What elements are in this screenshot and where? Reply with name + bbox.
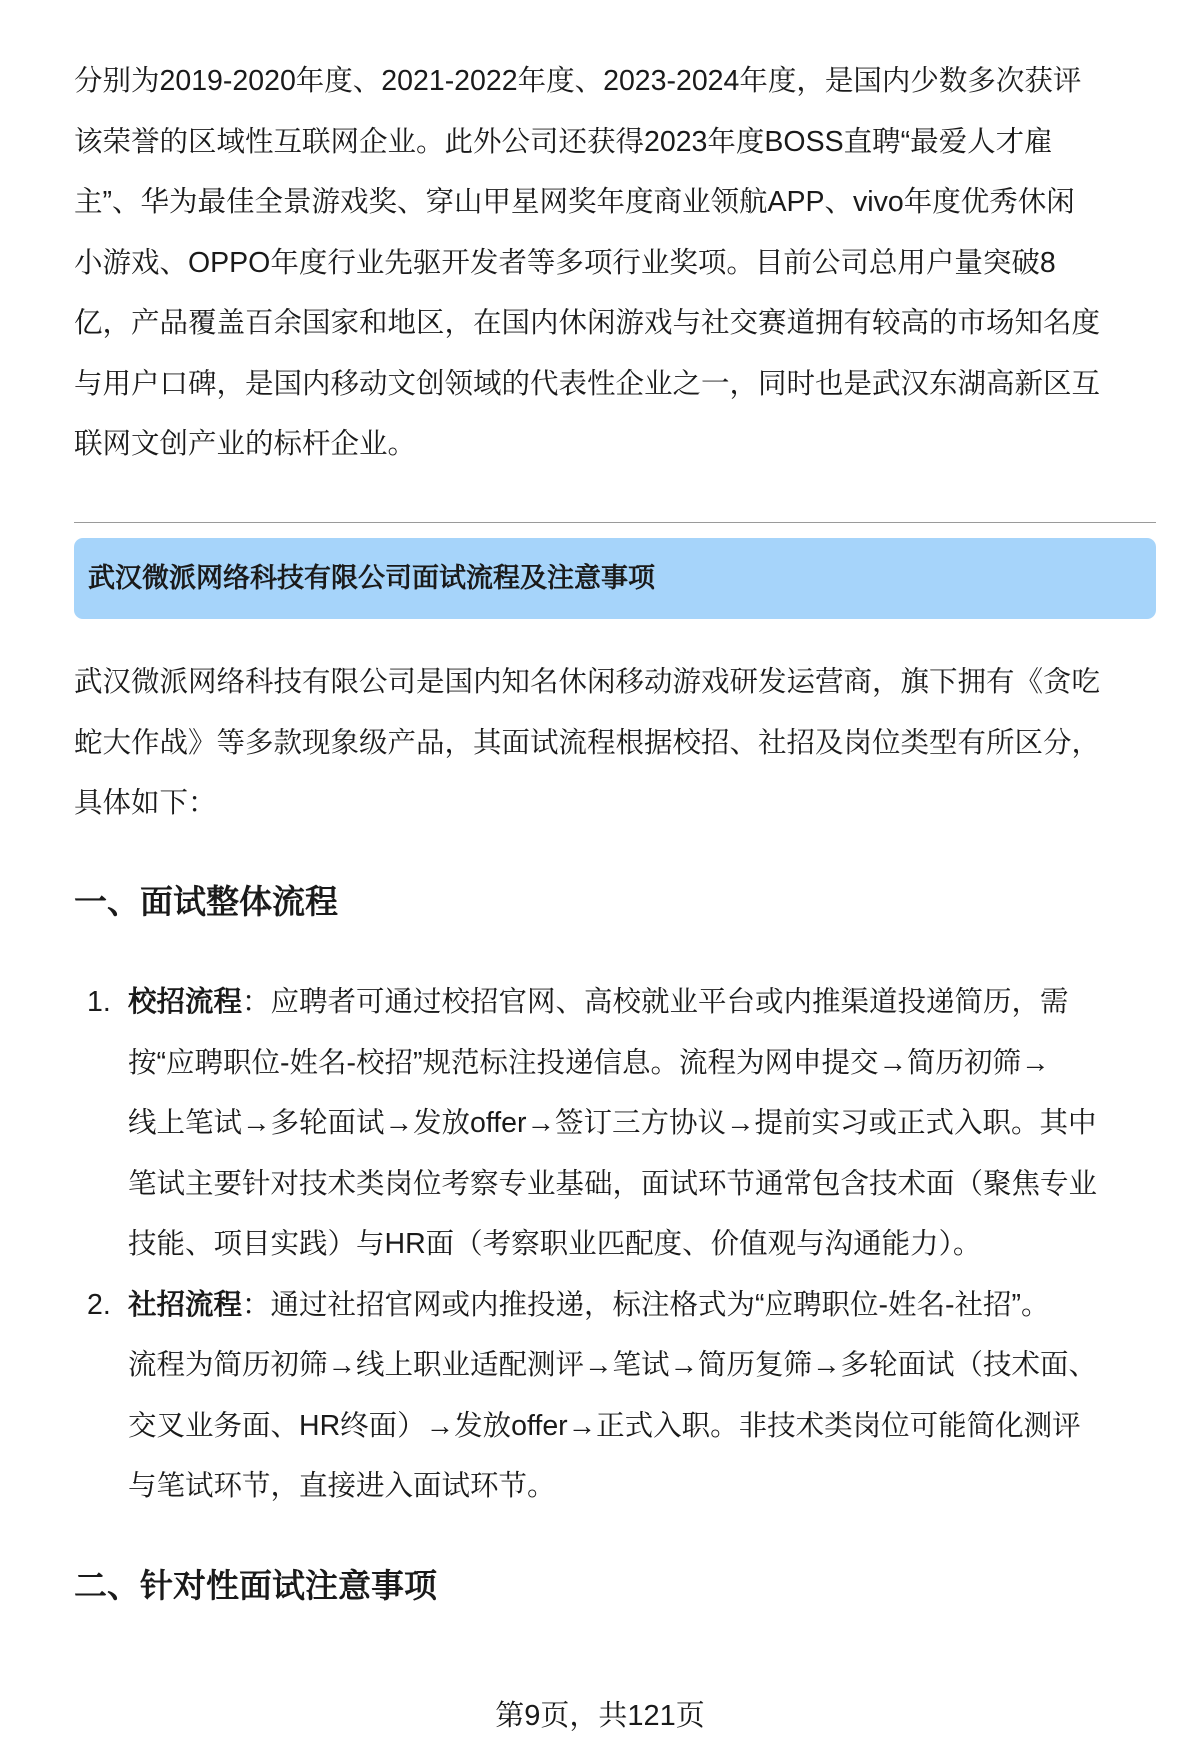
- text-line: 按“应聘职位-姓名-校招”规范标注投递信息。流程为网申提交→简历初筛→: [128, 1046, 1050, 1079]
- intro-paragraph: [74, 51, 1156, 475]
- heading-interview-tips: 二、针对性面试注意事项: [74, 1567, 437, 1604]
- text-line: 笔试主要针对技术类岗位考察专业基础，面试环节通常包含技术面（聚焦专业: [128, 1167, 1098, 1200]
- section-header-banner: [74, 538, 1156, 619]
- list-item-text: ：应聘者可通过校招官网、高校就业平台或内推渠道投递简历，需: [242, 986, 1069, 1018]
- page-number-footer: 第9页，共121页: [495, 1700, 705, 1732]
- text-line: 该荣誉的区域性互联网企业。此外公司还获得2023年度BOSS直聘“最爱人才雇: [74, 125, 1053, 158]
- text-line: 分别为2019-2020年度、2021-2022年度、2023-2024年度，是国内少数多次获评: [74, 65, 1082, 97]
- section-divider: [74, 522, 1156, 523]
- text-line: [74, 972, 1156, 1033]
- text-line: 具体如下：: [74, 787, 217, 819]
- list-number: 2.: [87, 1288, 111, 1321]
- text-line: 亿，产品覆盖百余国家和地区，在国内休闲游戏与社交赛道拥有较高的市场知名度: [74, 307, 1101, 339]
- text-line: 技能、项目实践）与HR面（考察职业匹配度、价值观与沟通能力）。: [128, 1228, 982, 1260]
- heading-interview-process: 一、面试整体流程: [74, 883, 338, 920]
- text-line: 蛇大作战》等多款现象级产品，其面试流程根据校招、社招及岗位类型有所区分，: [74, 726, 1101, 759]
- list-item-term: 校招流程: [128, 986, 243, 1018]
- text-line: 交叉业务面、HR终面）→发放offer→正式入职。非技术类岗位可能简化测评: [128, 1409, 1081, 1442]
- list-number: 1.: [87, 986, 111, 1018]
- text-line: 主”、华为最佳全景游戏奖、穿山甲星网奖年度商业领航APP、vivo年度优秀休闲: [74, 186, 1075, 218]
- text-line: 武汉微派网络科技有限公司是国内知名休闲移动游戏研发运营商，旗下拥有《贪吃: [74, 666, 1101, 698]
- process-list: [74, 972, 1156, 1517]
- text-line: 流程为简历初筛→线上职业适配测评→笔试→简历复筛→多轮面试（技术面、: [128, 1349, 1098, 1381]
- text-line: [74, 1275, 1156, 1336]
- text-line: 联网文创产业的标杆企业。: [74, 428, 417, 460]
- list-item-campus: [74, 972, 1156, 1275]
- text-line: 小游戏、OPPO年度行业先驱开发者等多项行业奖项。目前公司总用户量突破8: [74, 246, 1056, 279]
- text-line: 线上笔试→多轮面试→发放offer→签订三方协议→提前实习或正式入职。其中: [128, 1107, 1097, 1139]
- list-item-text: ：通过社招官网或内推投递，标注格式为“应聘职位-姓名-社招”。: [242, 1288, 1050, 1321]
- section-header-title: 武汉微派网络科技有限公司面试流程及注意事项: [88, 563, 655, 593]
- text-line: 与用户口碑，是国内移动文创领域的代表性企业之一，同时也是武汉东湖高新区互: [74, 367, 1101, 400]
- text-line: 与笔试环节，直接进入面试环节。: [128, 1470, 556, 1502]
- list-item-social: [74, 1275, 1156, 1517]
- overview-paragraph: [74, 652, 1156, 834]
- list-item-term: 社招流程: [128, 1288, 243, 1321]
